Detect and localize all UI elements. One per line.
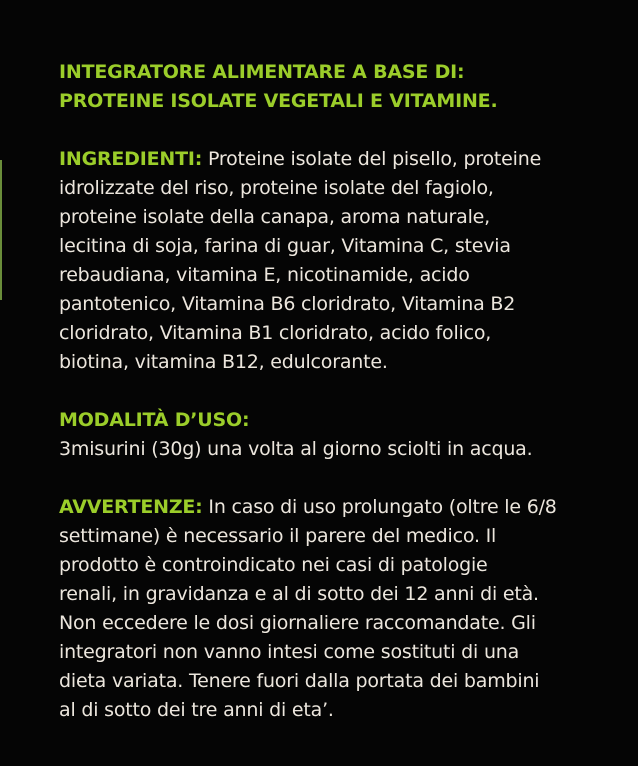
ingredients-text-1: Proteine isolate del pisello, proteine <box>202 148 542 170</box>
warnings-section <box>59 493 633 725</box>
usage-section <box>59 406 633 464</box>
warnings-text-1: In caso di uso prolungato (oltre le 6/8 <box>202 496 557 518</box>
warnings-line-7: dieta variata. Tenere fuori dalla portata dei bambini <box>59 670 540 692</box>
left-edge-divider <box>0 160 2 300</box>
ingredients-label: INGREDIENTI: <box>59 148 203 170</box>
spacer <box>59 377 633 406</box>
ingredients-line-3: proteine isolate della canapa, aroma naturale, <box>59 206 491 228</box>
spacer <box>59 464 633 493</box>
usage-text: 3misurini (30g) una volta al giorno sciolti in acqua. <box>59 438 533 460</box>
ingredients-line-5: rebaudiana, vitamina E, nicotinamide, acido <box>59 264 470 286</box>
ingredients-line-8: biotina, vitamina B12, edulcorante. <box>59 351 388 373</box>
ingredients-line-4: lecitina di soja, farina di guar, Vitamina C, stevia <box>59 235 511 257</box>
product-title-line-1: INTEGRATORE ALIMENTARE A BASE DI: <box>59 61 465 83</box>
ingredients-line-1 <box>59 145 633 174</box>
warnings-line-6: integratori non vanno intesi come sostituti di una <box>59 641 520 663</box>
ingredients-line-7: cloridrato, Vitamina B1 cloridrato, acido folico, <box>59 322 492 344</box>
warnings-line-8: al di sotto dei tre anni di eta’. <box>59 699 334 721</box>
label-text-panel <box>59 58 633 725</box>
ingredients-line-2: idrolizzate del riso, proteine isolate del fagiolo, <box>59 177 494 199</box>
warnings-line-4: renali, in gravidanza e al di sotto dei 12 anni di età. <box>59 583 539 605</box>
spacer <box>59 116 633 145</box>
warnings-line-1 <box>59 493 633 522</box>
warnings-label: AVVERTENZE: <box>59 496 203 518</box>
product-title-line-2: PROTEINE ISOLATE VEGETALI E VITAMINE. <box>59 90 498 112</box>
warnings-line-5: Non eccedere le dosi giornaliere raccomandate. Gli <box>59 612 536 634</box>
ingredients-line-6: pantotenico, Vitamina B6 cloridrato, Vitamina B2 <box>59 293 516 315</box>
warnings-line-2: settimane) è necessario il parere del medico. Il <box>59 525 497 547</box>
ingredients-section <box>59 145 633 377</box>
warnings-line-3: prodotto è controindicato nei casi di patologie <box>59 554 488 576</box>
usage-label: MODALITÀ D’USO: <box>59 409 250 431</box>
product-title <box>59 58 633 116</box>
